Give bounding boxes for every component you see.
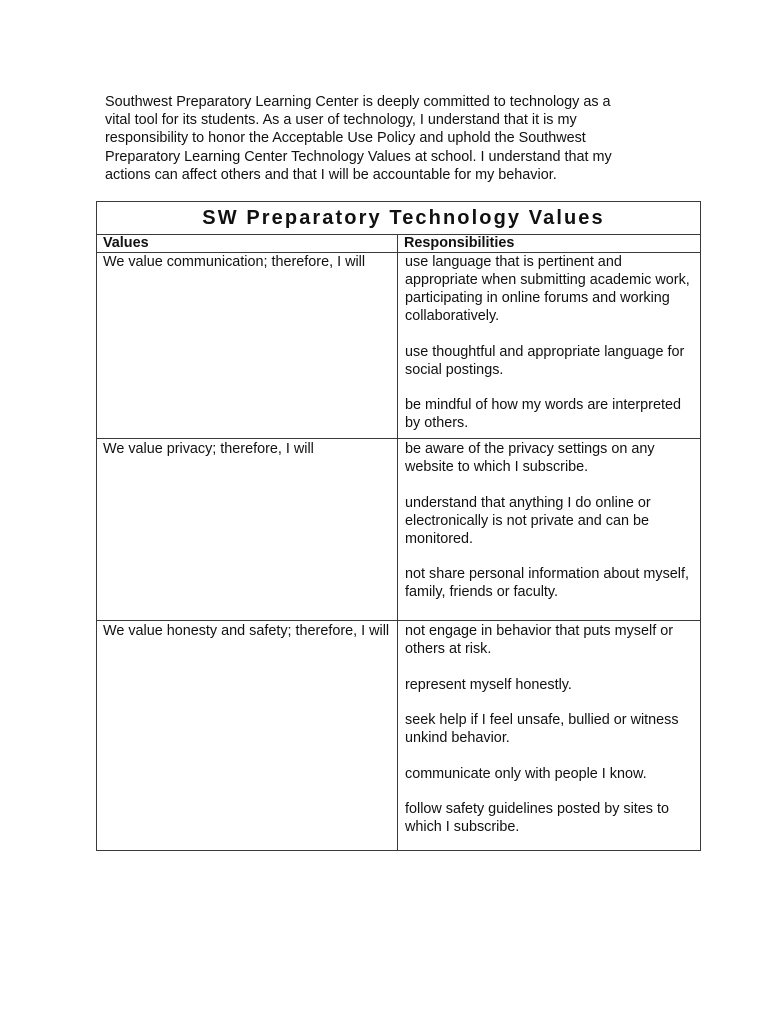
- responsibility-item: be mindful of how my words are interpreted by others.: [405, 397, 681, 431]
- responsibility-item: not share personal information about myself, family, friends or faculty.: [405, 566, 689, 600]
- responsibility-item: seek help if I feel unsafe, bullied or witness unkind behavior.: [405, 712, 679, 746]
- table-row: [97, 621, 701, 851]
- responsibilities-cell: [398, 621, 701, 851]
- intro-line: Southwest Preparatory Learning Center is deeply committed to technology as a: [105, 94, 611, 110]
- table-row: [97, 253, 701, 439]
- responsibility-item: use language that is pertinent and appropriate when submitting academic work, participating in online forums and working collaboratively.: [405, 254, 690, 324]
- responsibility-item: be aware of the privacy settings on any website to which I subscribe.: [405, 441, 655, 475]
- value-cell: We value privacy; therefore, I will: [97, 439, 398, 621]
- intro-line: actions can affect others and that I will be accountable for my behavior.: [105, 166, 557, 183]
- header-values: Values: [97, 235, 398, 253]
- responsibility-item: understand that anything I do online or electronically is not private and can be monitored.: [405, 494, 651, 547]
- table-row: [97, 439, 701, 621]
- responsibility-item: communicate only with people I know.: [405, 765, 647, 782]
- intro-line: vital tool for its students. As a user of technology, I understand that it is my: [105, 112, 577, 129]
- responsibility-item: follow safety guidelines posted by sites to which I subscribe.: [405, 801, 669, 835]
- table-title: SW Preparatory Technology Values: [97, 202, 701, 235]
- intro-paragraph: [105, 93, 665, 184]
- value-cell: We value communication; therefore, I will: [97, 253, 398, 439]
- table-header-row: [97, 235, 701, 253]
- responsibilities-cell: [398, 439, 701, 621]
- intro-line: Preparatory Learning Center Technology Values at school. I understand that my: [105, 148, 612, 165]
- responsibility-item: use thoughtful and appropriate language for social postings.: [405, 343, 685, 378]
- header-responsibilities: Responsibilities: [398, 235, 701, 253]
- value-cell: We value honesty and safety; therefore, I will: [97, 621, 398, 851]
- responsibility-item: represent myself honestly.: [405, 676, 572, 693]
- intro-line: responsibility to honor the Acceptable Use Policy and uphold the Southwest: [105, 130, 586, 147]
- technology-values-table: [96, 201, 701, 851]
- responsibilities-cell: [398, 253, 701, 439]
- table-title-row: [97, 202, 701, 235]
- responsibility-item: not engage in behavior that puts myself or others at risk.: [405, 623, 673, 657]
